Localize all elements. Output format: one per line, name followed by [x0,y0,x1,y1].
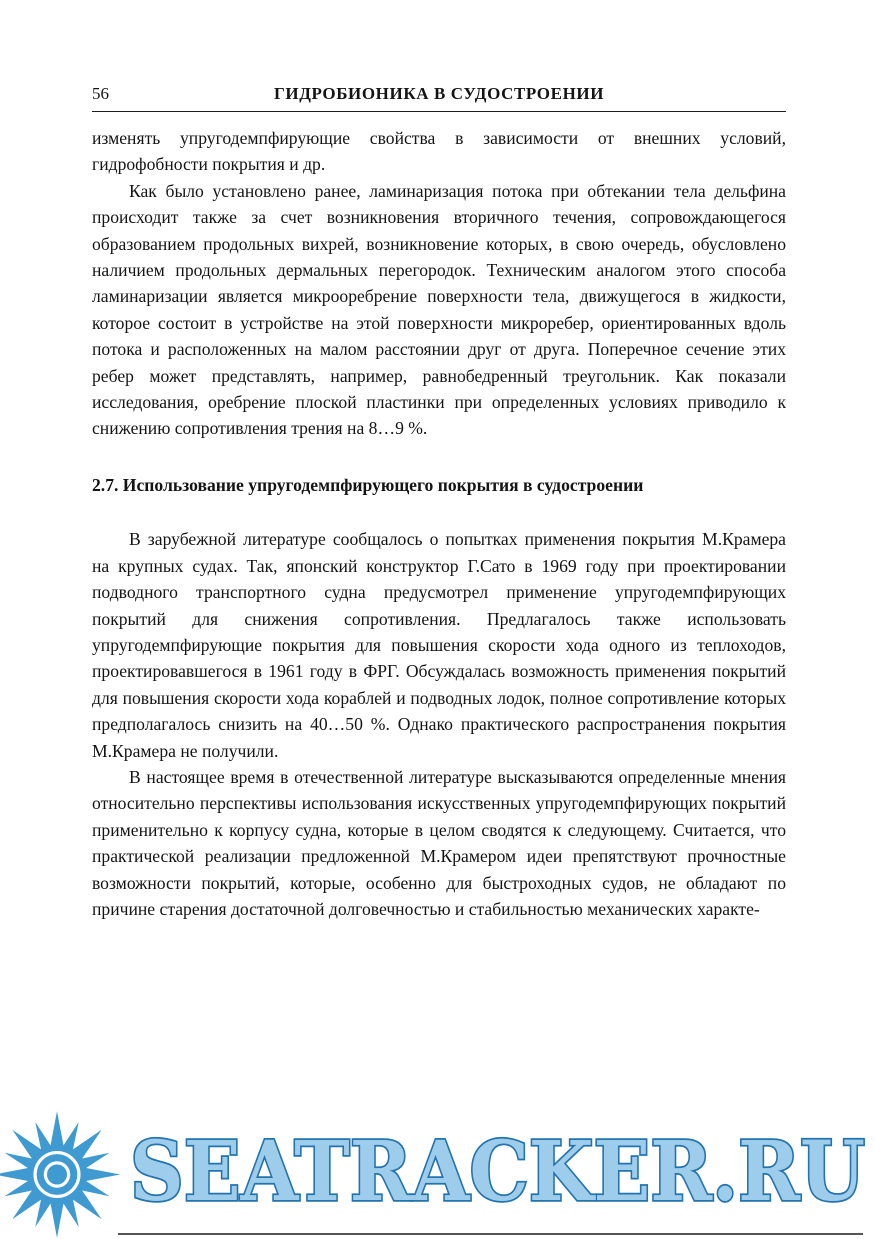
watermark-text [128,1112,873,1237]
watermark [0,1110,875,1239]
sun-icon [0,1110,124,1239]
paragraph-continuation: изменять упругодемпфирующие свойства в зависимости от внешних условий, гидрофобности покрытия и др. [92,128,786,175]
section-heading: 2.7. Использование упругодемпфирующего покрытия в судостроении [92,474,644,495]
page-number: 56 [92,84,109,103]
paragraph: В зарубежной литературе сообщалось о попытках применения покрытия М.Крамера на крупных судах. Так, японский конструктор Г.Сато в 1969 году при проектировании подводного транспортного судна предусмотрел применение упругодемпфирующих покрытий для снижения сопротивления. Предлагалось также использовать упругодемпфирующие покрытия для повышения скорости хода одного из теплоходов, проектировавшегося в 1961 году в ФРГ. Обсуждалась возможность применения покрытий для повышения скорости хода кораблей и подводных лодок, полное сопротивление которых предполагалось снизить на 40…50 %. Однако практического распространения покрытия М.Крамера не получили. [92,529,786,761]
running-header [92,84,786,112]
page-content [92,84,786,922]
page-bottom-edge [118,1233,863,1235]
running-title: ГИДРОБИОНИКА В СУДОСТРОЕНИИ [273,84,605,103]
paragraph: Как было установлено ранее, ламинаризация потока при обтекании тела дельфина происходит также за счет возникновения вторичного течения, сопровождающегося образованием продольных вихрей, возникновение которых, в свою очередь, обусловлено наличием продольных дермальных перегородок. Техническим аналогом этого способа ламинаризации является микрооребрение поверхности тела, движущегося в жидкости, которое состоит в устройстве на этой поверхности микроребер, ориентированных вдоль потока и расположенных на малом расстоянии друг от друга. Поперечное сечение этих ребер может представлять, например, равнобедренный треугольник. Как показали исследования, оребрение плоской пластинки при определенных условиях приводило к снижению сопротивления трения на 8…9 %. [92,180,786,439]
body-text [92,125,786,922]
paragraph: В настоящее время в отечественной литературе высказываются определенные мнения относительно перспективы использования искусственных упругодемпфирующих покрытий применительно к корпусу судна, которые в целом сводятся к следующему. Считается, что практической реализации предложенной М.Крамером идеи препятствуют прочностные возможности покрытий, которые, особенно для быстроходных судов, не обладают по причине старения достаточной долговечностью и стабильностью механических характе- [92,766,786,919]
watermark-text-glyphs: SEATRACKER.RU [130,1124,865,1220]
